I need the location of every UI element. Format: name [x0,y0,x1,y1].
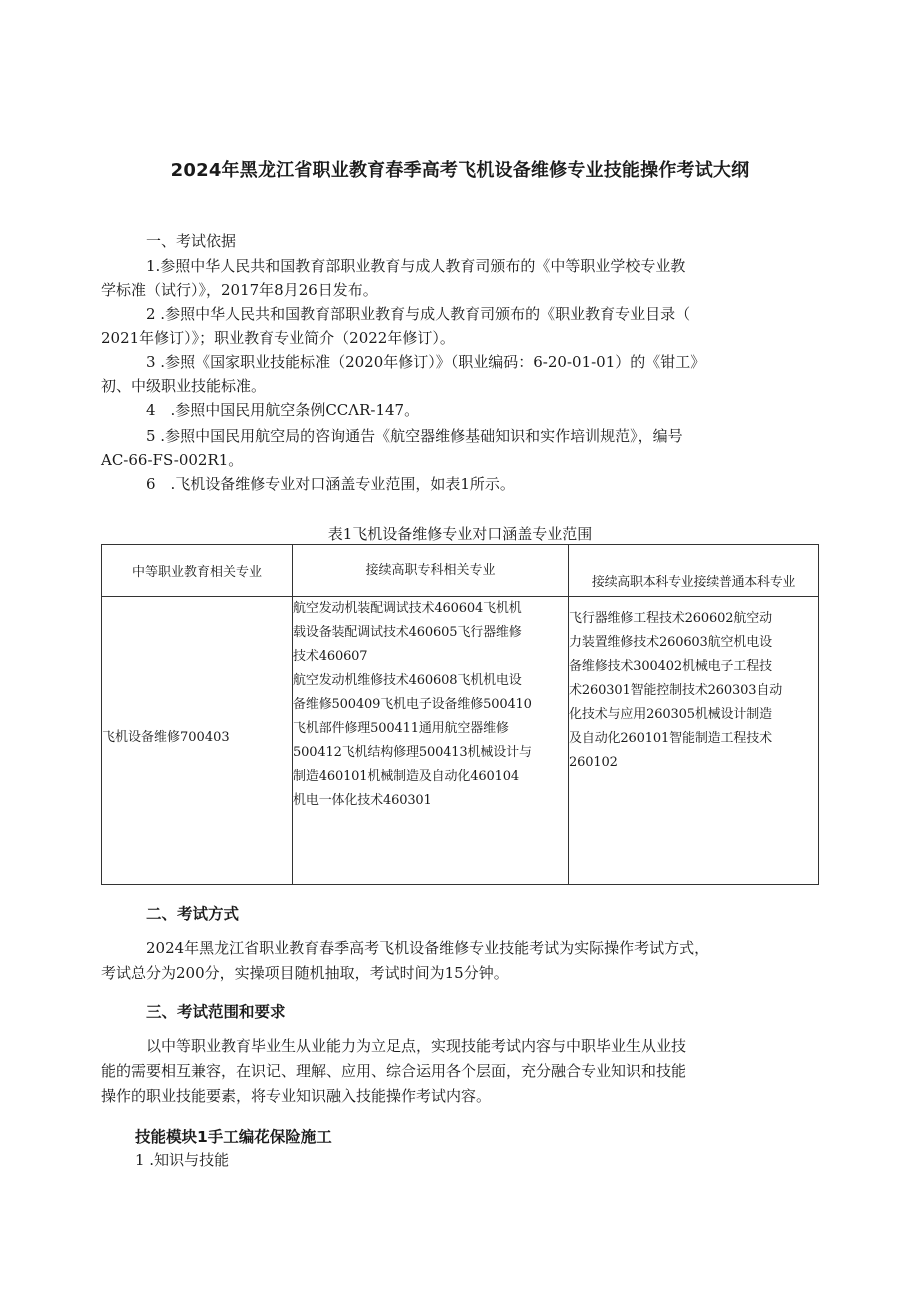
higher-vocational-line: 500412飞机结构修理500413机械设计与 [293,745,532,760]
higher-vocational-majors [293,597,568,813]
basis-item2-line1: 2 .参照中华人民共和国教育部职业教育与成人教育司颁布的《职业教育专业目录（ [146,305,691,323]
basis-item4: 4 .参照中国民用航空条例CCΛR-147。 [146,401,420,419]
table-header-row [102,545,819,597]
basis-item5-line2: AC-66-FS-002R1。 [101,451,244,469]
table-header-cell [569,545,819,597]
skill-module1-heading: 技能模块1手工编花保险施工 [135,1128,332,1146]
table-caption: 表1飞机设备维修专业对口涵盖专业范围 [327,525,593,543]
table-header-cell [102,545,293,597]
table-cell [102,597,293,885]
table-header-cell [293,545,569,597]
higher-vocational-line: 备维修500409飞机电子设备维修500410 [293,697,532,712]
header-secondary-vocational: 中等职业教育相关专业 [131,565,262,580]
section3-heading: 三、考试范围和要求 [146,1003,286,1021]
basis-item5-line1: 5 .参照中国民用航空局的咨询通告《航空器维修基础知识和实作培训规范》，编号 [146,427,683,445]
undergraduate-line: 术260301智能控制技术260303自动 [569,683,783,698]
header-higher-vocational-college: 接续高职专科相关专业 [365,563,496,578]
basis-item3-line1: 3 .参照《国家职业技能标准（2020年修订）》（职业编码：6-20-01-01）的《钳工》 [146,353,706,371]
higher-vocational-line: 飞机部件修理500411通用航空器维修 [293,721,509,736]
basis-item1-line2: 学标准（试行）》，2017年8月26日发布。 [101,281,378,299]
undergraduate-line: 力装置维修技术260603航空机电设 [569,635,772,650]
exam-method-line2: 考试总分为200分，实操项目随机抽取，考试时间为15分钟。 [101,964,509,982]
higher-vocational-line: 载设备装配调试技术460605飞行器维修 [293,625,522,640]
major-scope-table [101,544,819,885]
header-undergraduate: 接续高职本科专业接续普通本科专业 [591,575,796,590]
undergraduate-line: 化技术与应用260305机械设计制造 [569,707,772,722]
undergraduate-majors [569,597,818,775]
basis-item1-line1: 1.参照中华人民共和国教育部职业教育与成人教育司颁布的《中等职业学校专业教 [146,257,686,275]
scope-line1: 以中等职业教育毕业生从业能力为立足点，实现技能考试内容与中职毕业生从业技 [146,1037,687,1055]
document-title: 2024年黑龙江省职业教育春季高考飞机设备维修专业技能操作考试大纲 [170,160,750,181]
scope-line3: 操作的职业技能要素，将专业知识融入技能操作考试内容。 [101,1087,492,1105]
exam-method-line1: 2024年黑龙江省职业教育春季高考飞机设备维修专业技能考试为实际操作考试方式， [146,939,710,957]
table-row [102,597,819,885]
undergraduate-line: 及自动化260101智能制造工程技术 [569,731,772,746]
section1-heading: 一、考试依据 [146,232,237,250]
higher-vocational-line: 技术460607 [293,649,368,664]
basis-item6: 6 .飞机设备维修专业对口涵盖专业范围，如表1所示。 [146,475,515,493]
undergraduate-line: 飞行器维修工程技术260602航空动 [569,611,772,626]
section2-heading: 二、考试方式 [146,905,240,923]
secondary-major: 飞机设备维修700403 [102,729,230,745]
higher-vocational-line: 航空发动机装配调试技术460604飞机机 [293,601,522,616]
undergraduate-line: 备维修技术300402机械电子工程技 [569,659,772,674]
higher-vocational-line: 机电一体化技术460301 [293,793,432,808]
table-cell [293,597,569,885]
higher-vocational-line: 制造460101机械制造及自动化460104 [293,769,519,784]
table-cell [569,597,819,885]
skill-module1-sub1: 1 .知识与技能 [135,1151,230,1169]
basis-item2-line2: 2021年修订）》；职业教育专业简介（2022年修订）。 [101,329,455,347]
basis-item3-line2: 初、中级职业技能标准。 [101,377,267,395]
scope-line2: 能的需要相互兼容，在识记、理解、应用、综合运用各个层面，充分融合专业知识和技能 [101,1062,687,1080]
higher-vocational-line: 航空发动机维修技术460608飞机机电设 [293,673,522,688]
undergraduate-line: 260102 [569,755,618,770]
